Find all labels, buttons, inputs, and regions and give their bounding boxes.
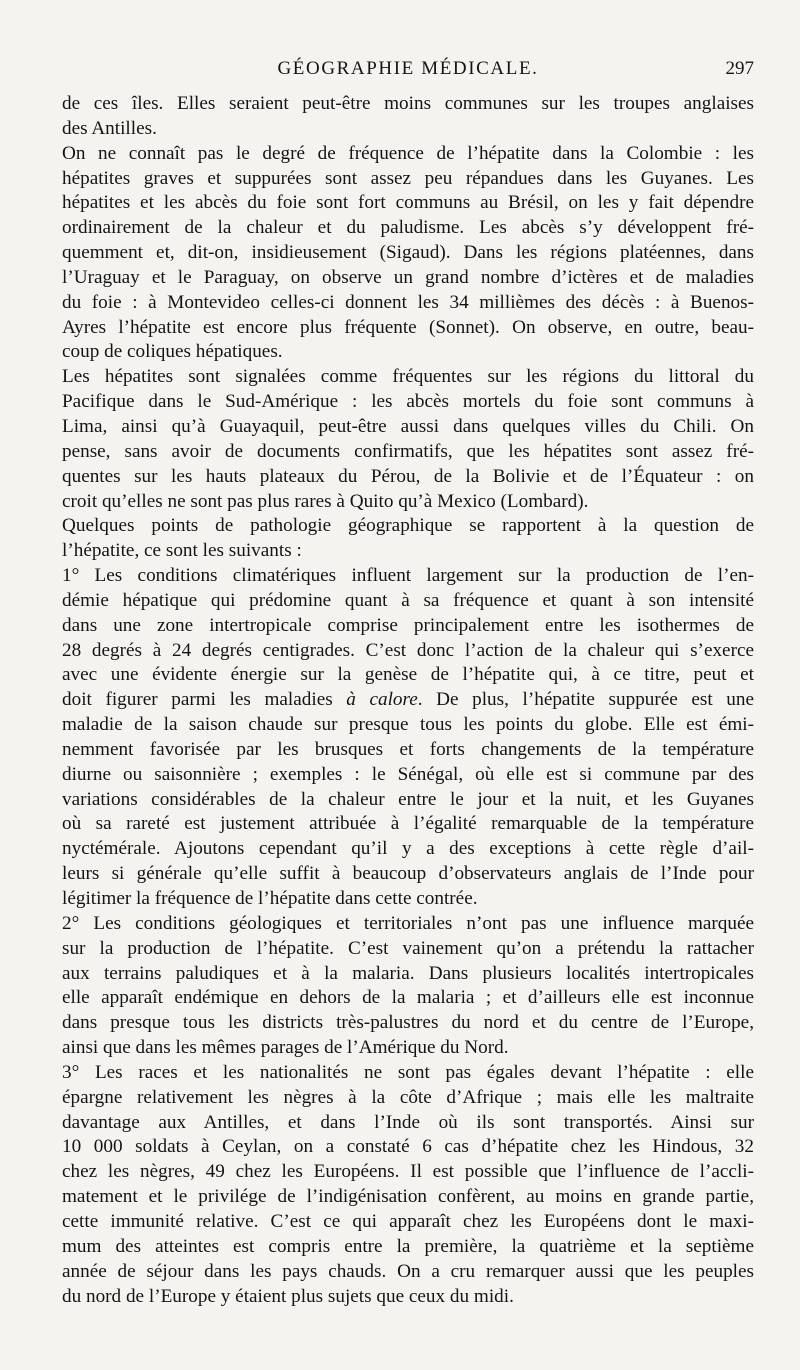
text-line: dans presque tous les districts très-palustres du nord et du centre de l’Europe,: [62, 1012, 754, 1034]
text-line: du foie : à Montevideo celles-ci donnent les 34 millièmes des décès : à Buenos-: [62, 291, 754, 313]
text-line: pense, sans avoir de documents confirmatifs, que les hépatites sont assez fré-: [62, 440, 754, 462]
paragraph: [62, 142, 754, 366]
text-line: hépatites et les abcès du foie sont fort communs au Brésil, on les y fait dépendre: [62, 192, 754, 214]
body-text: [62, 92, 754, 1309]
text-line: On ne connaît pas le degré de fréquence de l’hépatite dans la Colombie : les: [62, 142, 754, 164]
text-line: mum des atteintes est compris entre la première, la quatrième et la septième: [62, 1235, 754, 1257]
text-line: cette immunité relative. C’est ce qui apparaît chez les Européens dont le maxi-: [62, 1210, 754, 1232]
text-line: légitimer la fréquence de l’hépatite dans cette contrée.: [62, 888, 478, 909]
text-line: de ces îles. Elles seraient peut-être moins communes sur les troupes anglaises: [62, 93, 754, 114]
text-line: 10 000 soldats à Ceylan, on a constaté 6 cas d’hépatite chez les Hindous, 32: [62, 1136, 754, 1158]
paragraph: [62, 365, 754, 514]
text-line: maladie de la saison chaude sur presque tous les points du globe. Elle est émi-: [62, 714, 754, 736]
text-line: doit figurer parmi les maladies à calore. De plus, l’hépatite suppurée est une: [62, 689, 755, 711]
italic-term: à calore: [346, 689, 418, 711]
text-line: quentes sur les hauts plateaux du Pérou, de la Bolivie et de l’Équateur : on: [62, 465, 754, 487]
text-line: ainsi que dans les mêmes parages de l’Amérique du Nord.: [62, 1037, 509, 1059]
text-line: hépatites graves et suppurées sont assez peu répandues dans les Guyanes. Les: [62, 167, 754, 189]
text-line: épargne relativement les nègres à la côte d’Afrique ; mais elle les maltraite: [62, 1086, 754, 1108]
text-line: coup de coliques hépatiques.: [62, 341, 283, 363]
text-line: nemment favorisée par les brusques et forts changements de la température: [62, 738, 754, 760]
text-line: croit qu’elles ne sont pas plus rares à Quito qu’à Mexico (Lombard).: [62, 490, 589, 512]
text-line: davantage aux Antilles, et dans l’Inde où ils sont transportés. Ainsi sur: [62, 1111, 754, 1133]
paragraph: [62, 912, 754, 1061]
paragraph: [62, 92, 754, 142]
text-line: elle apparaît endémique en dehors de la malaria ; et d’ailleurs elle est inconnue: [62, 987, 754, 1009]
text-line: où sa rareté est justement attribuée à l’égalité remarquable de la température: [62, 813, 754, 835]
text-line: quemment et, dit-on, insidieusement (Sigaud). Dans les régions platéennes, dans: [62, 242, 754, 264]
text-line: Lima, ainsi qu’à Guayaquil, peut-être aussi dans quelques villes du Chili. On: [62, 415, 754, 437]
text-line: ordinairement de la chaleur et du paludisme. Les abcès s’y développent fré-: [62, 217, 754, 239]
text-line: leurs si générale qu’elle suffit à beaucoup d’observateurs anglais de l’Inde pour: [62, 863, 754, 885]
text-line: matement et le privilége de l’indigénisation confèrent, au moins en grande partie,: [62, 1186, 754, 1208]
text-line: 1° Les conditions climatériques influent largement sur la production de l’en-: [62, 565, 754, 587]
text-line: sur la production de l’hépatite. C’est vainement qu’on a prétendu la rattacher: [62, 937, 754, 959]
text-line: du nord de l’Europe y étaient plus sujets que ceux du midi.: [62, 1285, 514, 1307]
text-line: année de séjour dans les pays chauds. On a cru remarquer aussi que les peuples: [62, 1260, 754, 1282]
text-line: variations considérables de la chaleur entre le jour et la nuit, et les Guyanes: [62, 788, 754, 810]
text-line: Ayres l’hépatite est encore plus fréquente (Sonnet). On observe, en outre, beau-: [62, 316, 754, 338]
running-title: GÉOGRAPHIE MÉDICALE.: [277, 58, 539, 79]
paragraph: [62, 1061, 754, 1309]
text-line: l’Uraguay et le Paraguay, on observe un grand nombre d’ictères et de maladies: [62, 266, 754, 288]
text-line: 3° Les races et les nationalités ne sont pas égales devant l’hépatite : elle: [62, 1061, 754, 1083]
text-line: 2° Les conditions géologiques et territoriales n’ont pas une influence marquée: [62, 912, 754, 934]
text-line: démie hépatique qui prédomine quant à sa fréquence et quant à son intensité: [62, 589, 754, 611]
page-number: 297: [725, 58, 754, 79]
text-line: 28 degrés à 24 degrés centigrades. C’est donc l’action de la chaleur qui s’exerce: [62, 639, 754, 661]
text-line: aux terrains paludiques et à la malaria. Dans plusieurs localités intertropicales: [62, 962, 754, 984]
text-line: des Antilles.: [62, 117, 157, 139]
text-line: Quelques points de pathologie géographique se rapportent à la question de: [62, 515, 754, 537]
page-header: [62, 58, 754, 88]
text-line: Les hépatites sont signalées comme fréquentes sur les régions du littoral du: [62, 366, 754, 388]
text-line: chez les nègres, 49 chez les Européens. Il est possible que l’influence de l’accli-: [62, 1161, 754, 1183]
text-line: avec une évidente énergie sur la genèse de l’hépatite qui, à ce titre, peut et: [62, 664, 754, 686]
text-line: dans une zone intertropicale comprise principalement entre les isothermes de: [62, 614, 754, 636]
text-line: Pacifique dans le Sud-Amérique : les abcès mortels du foie sont communs à: [62, 391, 754, 413]
text-line: diurne ou saisonnière ; exemples : le Sénégal, où elle est si commune par des: [62, 763, 754, 785]
text-line: l’hépatite, ce sont les suivants :: [62, 540, 302, 562]
paragraph: [62, 564, 754, 912]
paragraph: [62, 514, 754, 564]
text-line: nyctémérale. Ajoutons cependant qu’il y a des exceptions à cette règle d’ail-: [62, 838, 754, 860]
